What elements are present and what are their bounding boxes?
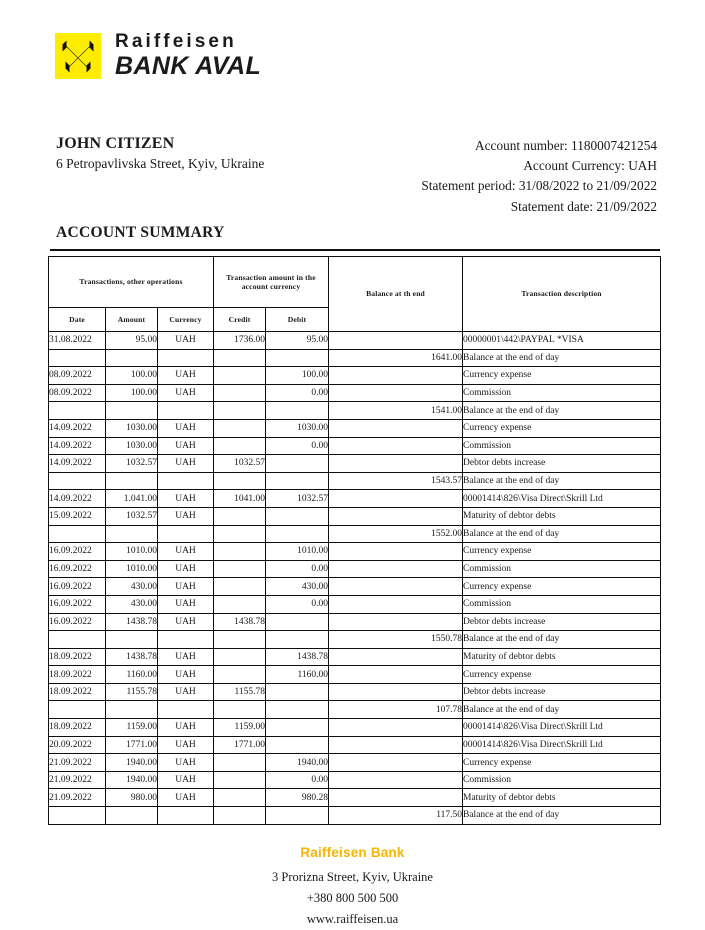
cell-date: 16.09.2022 [49,560,106,578]
cell-amount [106,701,158,719]
cell-credit: 1155.78 [214,683,266,701]
cell-credit [214,807,266,825]
cell-credit [214,419,266,437]
cell-date: 14.09.2022 [49,419,106,437]
cell-balance [329,384,463,402]
cell-date: 31.08.2022 [49,332,106,350]
cell-amount: 1032.57 [106,455,158,473]
cell-date [49,525,106,543]
table-row [49,789,661,807]
cell-balance [329,613,463,631]
customer-address: 6 Petropavlivska Street, Kyiv, Ukraine [56,156,265,171]
cell-credit [214,437,266,455]
table-row [49,771,661,789]
cell-currency [158,472,214,490]
footer-website: www.raiffeisen.ua [306,911,399,926]
table-row [49,367,661,385]
cell-credit [214,701,266,719]
cell-credit [214,349,266,367]
cell-date: 15.09.2022 [49,507,106,525]
cell-balance: 1641.00 [329,349,463,367]
cell-description: 00000001\442\PAYPAL *VISA [463,332,661,350]
cell-balance [329,367,463,385]
cell-description: 00001414\826\Visa Direct\Skrill Ltd [463,736,661,754]
cell-date: 16.09.2022 [49,543,106,561]
footer-phone: +380 800 500 500 [306,890,399,905]
cell-description: Maturity of debtor debts [463,507,661,525]
cell-balance: 117.50 [329,807,463,825]
cell-debit: 1160.00 [266,666,329,684]
cell-credit [214,507,266,525]
table-row [49,666,661,684]
cell-description: Debtor debts increase [463,683,661,701]
table-header [49,257,661,332]
page-footer [0,842,705,930]
cell-debit [266,613,329,631]
cell-date: 14.09.2022 [49,437,106,455]
cell-date: 21.09.2022 [49,754,106,772]
cell-credit [214,543,266,561]
cell-credit [214,666,266,684]
header-date: Date [49,308,106,332]
table-row [49,349,661,367]
customer-name: JOHN CITIZEN [56,135,175,152]
cell-amount: 1.041.00 [106,490,158,508]
cell-credit [214,631,266,649]
cell-credit [214,595,266,613]
cell-debit [266,525,329,543]
cell-currency: UAH [158,560,214,578]
cell-balance: 1552.00 [329,525,463,543]
account-meta-block [421,136,657,217]
cell-debit [266,683,329,701]
account-currency: Account Currency: UAH [523,158,657,174]
transactions-table [48,256,661,825]
cell-amount [106,402,158,420]
header-credit: Credit [214,308,266,332]
cell-date: 14.09.2022 [49,455,106,473]
cell-currency: UAH [158,666,214,684]
cell-description: Balance at the end of day [463,472,661,490]
cell-description: Commission [463,437,661,455]
cell-credit [214,402,266,420]
cell-credit: 1032.57 [214,455,266,473]
table-row [49,525,661,543]
cell-credit [214,648,266,666]
table-row [49,560,661,578]
cell-balance [329,754,463,772]
cell-description: Maturity of debtor debts [463,648,661,666]
cell-currency: UAH [158,613,214,631]
table-row [49,754,661,772]
cell-description: Maturity of debtor debts [463,789,661,807]
cell-credit [214,525,266,543]
cell-description: Balance at the end of day [463,701,661,719]
cell-description: Commission [463,560,661,578]
cell-amount: 1010.00 [106,560,158,578]
cell-currency: UAH [158,455,214,473]
cell-credit: 1041.00 [214,490,266,508]
cell-amount: 430.00 [106,595,158,613]
cell-debit: 1032.57 [266,490,329,508]
table-row [49,807,661,825]
table-row [49,507,661,525]
cell-balance [329,595,463,613]
cell-currency [158,631,214,649]
cell-amount: 1438.78 [106,613,158,631]
statement-date: Statement date: 21/09/2022 [510,198,657,214]
cell-currency: UAH [158,736,214,754]
cell-balance: 1543.57 [329,472,463,490]
cell-debit: 0.00 [266,560,329,578]
raiffeisen-gable-cross-icon [55,33,101,79]
cell-description: Balance at the end of day [463,631,661,649]
cell-date: 18.09.2022 [49,648,106,666]
cell-date [49,472,106,490]
table-row [49,613,661,631]
cell-description: Currency expense [463,543,661,561]
cell-balance [329,332,463,350]
cell-balance: 1550.78 [329,631,463,649]
cell-debit [266,807,329,825]
cell-currency: UAH [158,384,214,402]
cell-debit: 100.00 [266,367,329,385]
cell-description: Balance at the end of day [463,807,661,825]
cell-debit [266,349,329,367]
table-row [49,490,661,508]
table-row [49,543,661,561]
cell-balance [329,789,463,807]
section-divider [50,249,660,251]
cell-amount: 430.00 [106,578,158,596]
footer-address: 3 Prorizna Street, Kyiv, Ukraine [272,869,433,884]
table-row [49,419,661,437]
cell-amount: 1940.00 [106,754,158,772]
cell-debit [266,507,329,525]
cell-currency: UAH [158,490,214,508]
cell-description: 00001414\826\Visa Direct\Skrill Ltd [463,719,661,737]
cell-credit: 1771.00 [214,736,266,754]
table-row [49,648,661,666]
cell-credit [214,367,266,385]
cell-amount: 1438.78 [106,648,158,666]
cell-credit [214,771,266,789]
cell-amount: 1032.57 [106,507,158,525]
cell-debit [266,719,329,737]
cell-amount: 1030.00 [106,437,158,455]
cell-amount: 1159.00 [106,719,158,737]
cell-debit: 0.00 [266,384,329,402]
table-row [49,683,661,701]
table-row [49,332,661,350]
header-transactions-group: Transactions, other operations [49,257,214,308]
section-title-account-summary: ACCOUNT SUMMARY [56,224,225,241]
cell-currency [158,349,214,367]
cell-debit: 1438.78 [266,648,329,666]
cell-debit: 1940.00 [266,754,329,772]
cell-credit [214,789,266,807]
cell-description: Currency expense [463,367,661,385]
cell-date: 14.09.2022 [49,490,106,508]
cell-debit [266,455,329,473]
cell-debit: 0.00 [266,771,329,789]
header-debit: Debit [266,308,329,332]
cell-balance [329,648,463,666]
cell-currency: UAH [158,789,214,807]
cell-date: 21.09.2022 [49,771,106,789]
cell-balance [329,719,463,737]
cell-credit [214,578,266,596]
cell-description: Currency expense [463,666,661,684]
cell-date: 18.09.2022 [49,666,106,684]
cell-currency: UAH [158,754,214,772]
cell-debit: 0.00 [266,437,329,455]
cell-currency [158,525,214,543]
header-balance: Balance at th end [329,257,463,332]
header-amount: Amount [106,308,158,332]
cell-amount [106,472,158,490]
cell-amount: 1940.00 [106,771,158,789]
cell-amount: 1030.00 [106,419,158,437]
cell-credit [214,472,266,490]
cell-description: Currency expense [463,578,661,596]
cell-date: 08.09.2022 [49,384,106,402]
cell-currency: UAH [158,719,214,737]
cell-currency: UAH [158,507,214,525]
cell-date: 08.09.2022 [49,367,106,385]
cell-balance [329,771,463,789]
cell-debit: 980.28 [266,789,329,807]
cell-date: 16.09.2022 [49,578,106,596]
cell-debit: 1010.00 [266,543,329,561]
table-row [49,578,661,596]
cell-date: 16.09.2022 [49,595,106,613]
cell-amount: 1010.00 [106,543,158,561]
table-row [49,736,661,754]
cell-balance: 107.78 [329,701,463,719]
cell-currency: UAH [158,578,214,596]
cell-description: Debtor debts increase [463,455,661,473]
cell-balance [329,455,463,473]
cell-balance [329,507,463,525]
cell-debit [266,472,329,490]
cell-description: Commission [463,384,661,402]
cell-amount [106,525,158,543]
cell-currency [158,701,214,719]
cell-credit: 1438.78 [214,613,266,631]
table-row [49,719,661,737]
cell-currency: UAH [158,595,214,613]
cell-amount: 980.00 [106,789,158,807]
cell-balance [329,437,463,455]
cell-currency: UAH [158,648,214,666]
logo-word-raiffeisen: Raiffeisen [115,31,237,52]
table-row [49,402,661,420]
cell-credit [214,384,266,402]
cell-description: Balance at the end of day [463,525,661,543]
account-number: Account number: 1180007421254 [475,138,657,153]
cell-amount: 100.00 [106,384,158,402]
cell-description: 00001414\826\Visa Direct\Skrill Ltd [463,490,661,508]
cell-description: Balance at the end of day [463,402,661,420]
bank-logo [55,32,261,79]
cell-amount: 1160.00 [106,666,158,684]
header-amount-account-currency-group: Transaction amount in the account currency [214,257,329,308]
cell-credit [214,754,266,772]
cell-date: 20.09.2022 [49,736,106,754]
cell-description: Debtor debts increase [463,613,661,631]
cell-currency: UAH [158,683,214,701]
cell-date: 18.09.2022 [49,719,106,737]
statement-period: Statement period: 31/08/2022 to 21/09/2022 [421,178,657,194]
header-description: Transaction description [463,257,661,332]
cell-debit [266,631,329,649]
cell-currency: UAH [158,419,214,437]
cell-balance [329,666,463,684]
cell-credit: 1159.00 [214,719,266,737]
header-currency: Currency [158,308,214,332]
cell-currency: UAH [158,367,214,385]
logo-wordmark [115,32,261,79]
cell-debit [266,701,329,719]
cell-date [49,701,106,719]
cell-currency: UAH [158,332,214,350]
table-body [49,332,661,825]
logo-word-bank-aval: BANK AVAL [115,52,262,80]
cell-currency: UAH [158,543,214,561]
cell-description: Currency expense [463,754,661,772]
cell-balance [329,543,463,561]
cell-description: Commission [463,595,661,613]
cell-balance [329,578,463,596]
cell-debit [266,736,329,754]
cell-description: Commission [463,771,661,789]
cell-date [49,349,106,367]
cell-amount [106,631,158,649]
transactions-table-wrap [48,256,660,825]
cell-balance [329,490,463,508]
cell-amount: 100.00 [106,367,158,385]
table-row [49,472,661,490]
table-row [49,595,661,613]
cell-debit [266,402,329,420]
cell-debit: 95.00 [266,332,329,350]
cell-currency: UAH [158,437,214,455]
cell-currency: UAH [158,771,214,789]
cell-amount [106,349,158,367]
cell-balance [329,736,463,754]
cell-debit: 1030.00 [266,419,329,437]
cell-credit [214,560,266,578]
cell-date: 21.09.2022 [49,789,106,807]
cell-date: 16.09.2022 [49,613,106,631]
cell-amount [106,807,158,825]
cell-currency [158,402,214,420]
cell-date [49,402,106,420]
table-row [49,455,661,473]
table-row [49,701,661,719]
cell-description: Balance at the end of day [463,349,661,367]
table-row [49,631,661,649]
table-row [49,437,661,455]
cell-balance: 1541.00 [329,402,463,420]
cell-currency [158,807,214,825]
cell-amount: 1771.00 [106,736,158,754]
cell-balance [329,419,463,437]
cell-debit: 430.00 [266,578,329,596]
cell-amount: 95.00 [106,332,158,350]
table-row [49,384,661,402]
cell-date [49,631,106,649]
footer-brand: Raiffeisen Bank [300,845,405,860]
cell-balance [329,683,463,701]
cell-date [49,807,106,825]
customer-block [56,135,264,172]
cell-amount: 1155.78 [106,683,158,701]
cell-date: 18.09.2022 [49,683,106,701]
cell-debit: 0.00 [266,595,329,613]
table-header-group-row [49,257,661,308]
cell-credit: 1736.00 [214,332,266,350]
cell-balance [329,560,463,578]
cell-description: Currency expense [463,419,661,437]
